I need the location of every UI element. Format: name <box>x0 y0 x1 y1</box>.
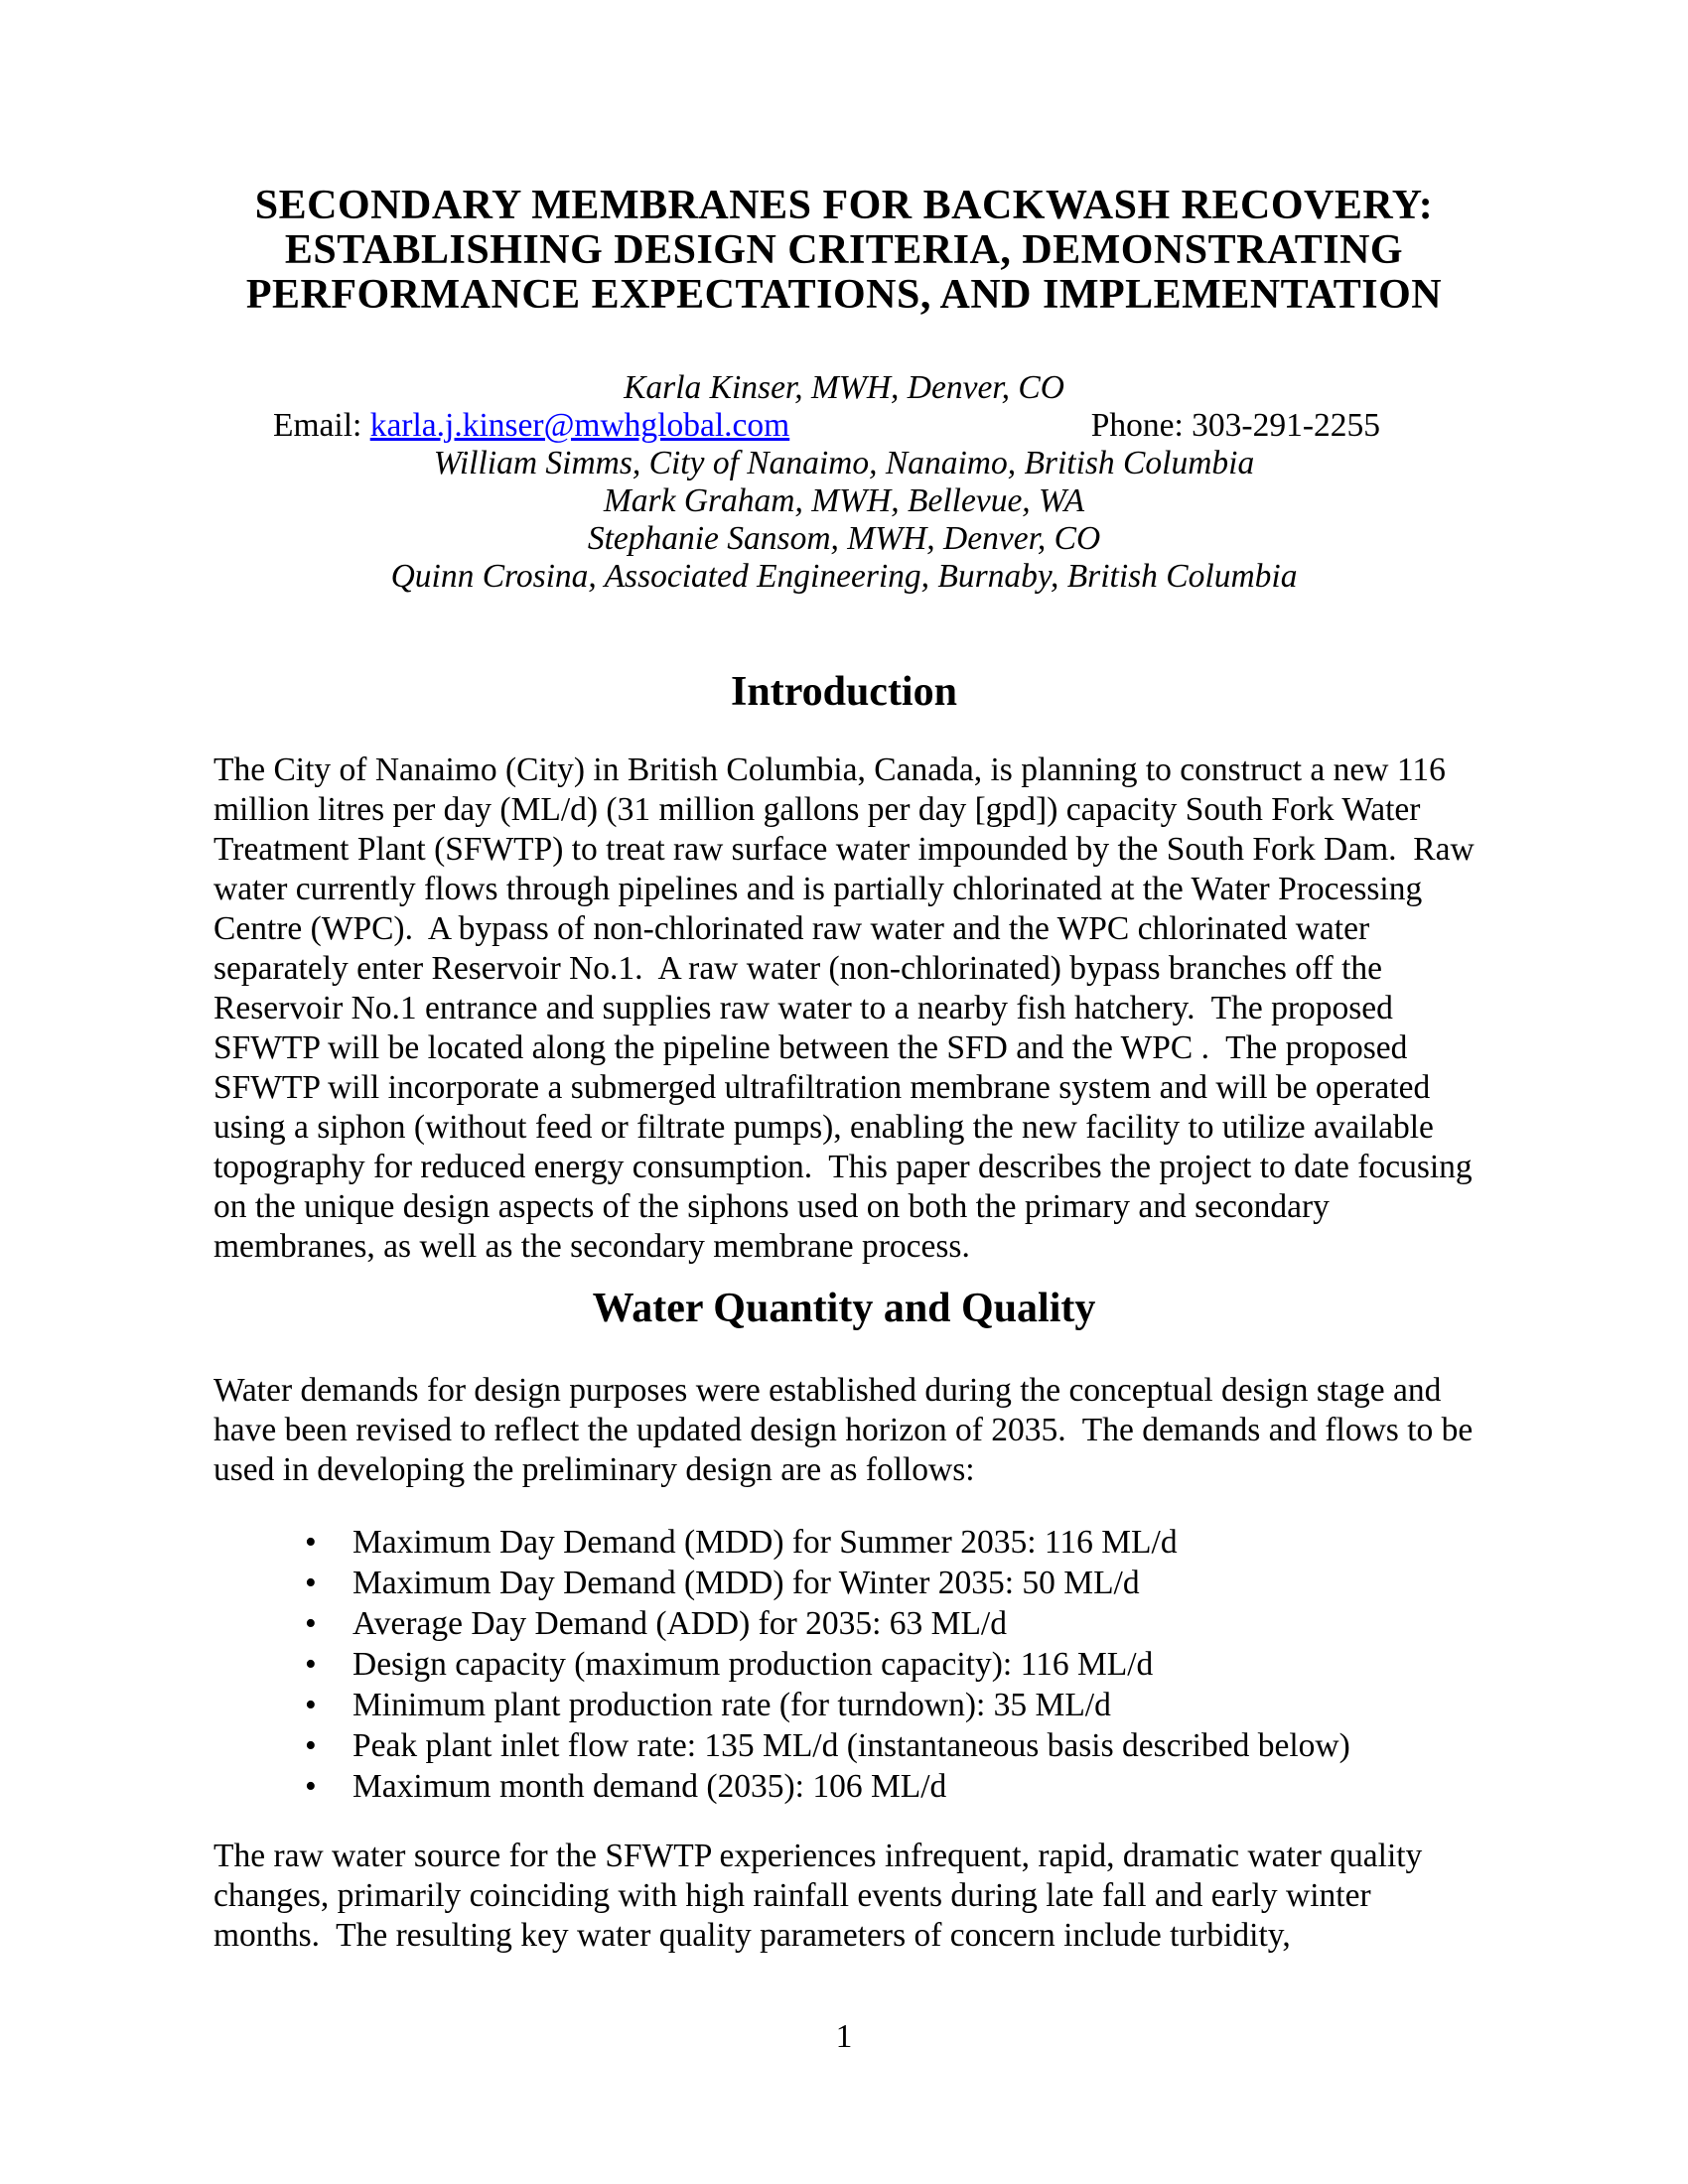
author-block <box>213 369 1475 596</box>
bullet-text: Peak plant inlet flow rate: 135 ML/d (instantaneous basis described below) <box>352 1727 1350 1764</box>
bullet-item-max-month <box>213 1766 1475 1807</box>
bullet-item-add <box>213 1603 1475 1644</box>
intro-paragraph: The City of Nanaimo (City) in British Columbia, Canada, is planning to construct a new 116 million litres per day (ML/d) (31 million gallons per day [gpd]) capacity South Fork Water Treatment Plant (SFWTP) to treat raw surface water impounded by the South Fork Dam. Raw water currently flows through pipelines and is partially chlorinated at the Water Processing Centre (WPC). A bypass of non-chlorinated raw water and the WPC chlorinated water separately enter Reservoir No.1. A raw water (non-chlorinated) bypass branches off the Reservoir No.1 entrance and supplies raw water to a nearby fish hatchery. The proposed SFWTP will be located along the pipeline between the SFD and the WPC . The proposed SFWTP will incorporate a submerged ultrafiltration membrane system and will be operated using a siphon (without feed or filtrate pumps), enabling the new facility to utilize available topography for reduced energy consumption. This paper describes the project to date focusing on the unique design aspects of the siphons used on both the primary and secondary membranes, as well as the secondary membrane process. <box>213 751 1483 1265</box>
bullet-text: Maximum Day Demand (MDD) for Winter 2035: 50 ML/d <box>352 1565 1140 1601</box>
author-line-mark-graham: Mark Graham, MWH, Bellevue, WA <box>603 482 1085 519</box>
bullet-text: Minimum plant production rate (for turndown): 35 ML/d <box>352 1687 1111 1723</box>
author-line-karla-kinser: Karla Kinser, MWH, Denver, CO <box>624 369 1064 406</box>
document-content <box>213 0 1483 1956</box>
author-line-stephanie-sansom: Stephanie Sansom, MWH, Denver, CO <box>587 520 1101 557</box>
bullet-text: Maximum Day Demand (MDD) for Summer 2035: 116 ML/d <box>352 1524 1178 1561</box>
bullet-text: Maximum month demand (2035): 106 ML/d <box>352 1768 947 1805</box>
page-number: 1 <box>835 2018 853 2055</box>
bullet-icon: • <box>305 1605 317 1642</box>
bullet-icon: • <box>305 1687 317 1723</box>
paper-title-line-1: SECONDARY MEMBRANES FOR BACKWASH RECOVERY: <box>254 183 1434 228</box>
bullet-icon: • <box>305 1646 317 1683</box>
closing-paragraph: The raw water source for the SFWTP experiences infrequent, rapid, dramatic water quality changes, primarily coinciding with high rainfall events during late fall and early winter months. The resulting key water quality parameters of concern include turbidity, <box>213 1838 1431 1954</box>
bullet-text: Design capacity (maximum production capacity): 116 ML/d <box>352 1646 1154 1683</box>
section-heading-water-quantity-and-quality: Water Quantity and Quality <box>592 1286 1096 1331</box>
bullet-icon: • <box>305 1524 317 1561</box>
bullet-icon: • <box>305 1727 317 1764</box>
paper-title-line-3: PERFORMANCE EXPECTATIONS, AND IMPLEMENTATION <box>245 272 1443 318</box>
demand-bullet-list <box>213 1522 1475 1807</box>
bullet-icon: • <box>305 1768 317 1805</box>
water-demands-paragraph: Water demands for design purposes were established during the conceptual design stage and have been revised to reflect the updated design horizon of 2035. The demands and flows to be used in developing the preliminary design are as follows: <box>213 1372 1481 1488</box>
paper-title-line-2: ESTABLISHING DESIGN CRITERIA, DEMONSTRATING <box>284 227 1404 273</box>
bullet-icon: • <box>305 1565 317 1601</box>
bullet-item-mdd-summer <box>213 1522 1475 1563</box>
email-group <box>273 407 789 445</box>
author-line-william-simms: William Simms, City of Nanaimo, Nanaimo, British Columbia <box>433 445 1255 481</box>
bullet-item-minimum-production <box>213 1685 1475 1725</box>
bullet-text: Average Day Demand (ADD) for 2035: 63 ML/d <box>352 1605 1007 1642</box>
bullet-item-mdd-winter <box>213 1563 1475 1603</box>
email-link[interactable]: karla.j.kinser@mwhglobal.com <box>369 407 790 444</box>
bullet-item-design-capacity <box>213 1644 1475 1685</box>
bullet-item-peak-inlet <box>213 1725 1475 1766</box>
email-label: Email: <box>273 407 370 444</box>
author-line-quinn-crosina: Quinn Crosina, Associated Engineering, Burnaby, British Columbia <box>390 558 1298 595</box>
section-heading-introduction: Introduction <box>731 669 957 715</box>
phone-label: Phone: 303-291-2255 <box>1090 407 1380 444</box>
paper-title <box>213 184 1475 318</box>
contact-line <box>213 407 1475 445</box>
